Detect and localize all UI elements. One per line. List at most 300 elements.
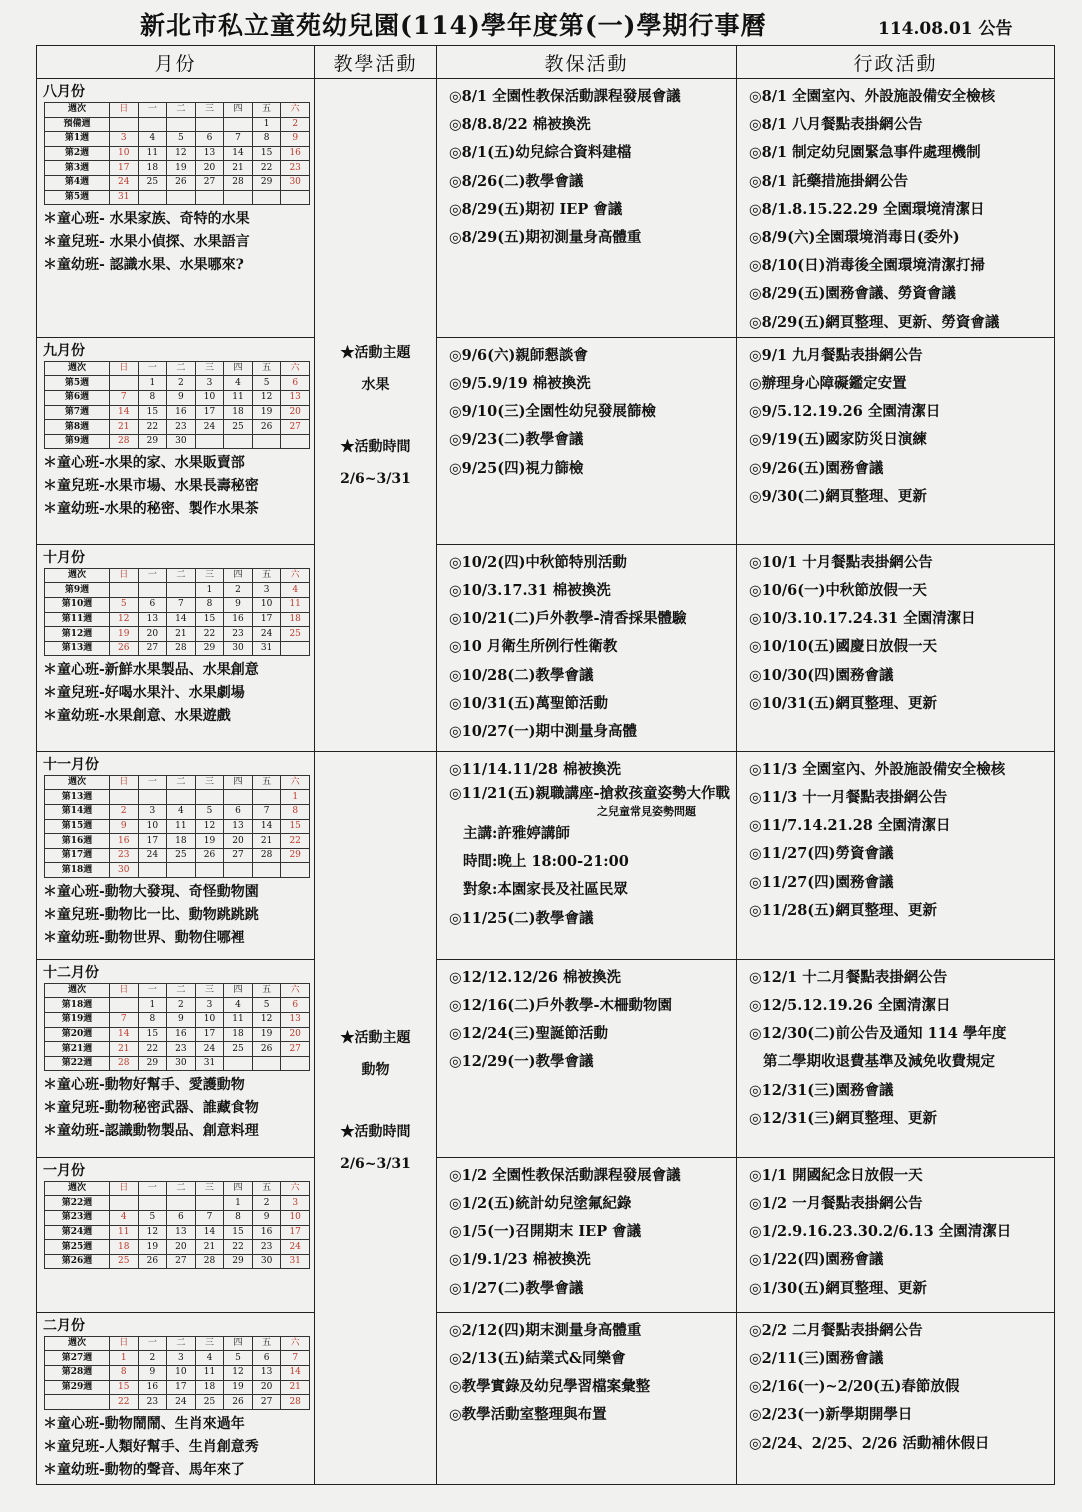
class-notes bbox=[43, 452, 308, 521]
day-cell: 14 bbox=[195, 1225, 224, 1240]
weekday-header: 三 bbox=[195, 568, 224, 583]
weekday-header: 六 bbox=[281, 1181, 310, 1196]
class-note: ＊童兒班-人類好幫手、生肖創意秀 bbox=[43, 1438, 259, 1455]
weekday-header: 一 bbox=[138, 983, 167, 998]
day-cell bbox=[281, 434, 310, 449]
mini-calendar bbox=[43, 102, 308, 205]
week-label: 第24週 bbox=[45, 1225, 110, 1240]
day-cell: 20 bbox=[195, 161, 224, 176]
week-label: 第1週 bbox=[45, 132, 110, 147]
day-cell: 26 bbox=[167, 175, 196, 190]
day-cell: 17 bbox=[281, 1225, 310, 1240]
day-cell: 13 bbox=[167, 1225, 196, 1240]
day-cell bbox=[167, 863, 196, 878]
day-cell: 25 bbox=[224, 1042, 253, 1057]
week-label: 第18週 bbox=[45, 998, 110, 1013]
edu-cell bbox=[437, 751, 737, 959]
day-cell: 6 bbox=[281, 998, 310, 1013]
week-label: 第13週 bbox=[45, 790, 110, 805]
admin-item: ◎11/27(四)勞資會議 bbox=[749, 845, 894, 863]
edu-item: ◎教學活動室整理與布置 bbox=[449, 1406, 607, 1424]
col-header-edu: 教保活動 bbox=[437, 46, 737, 79]
day-cell: 6 bbox=[252, 1351, 281, 1366]
week-label: 第28週 bbox=[45, 1366, 110, 1381]
month-row-dec bbox=[37, 959, 1055, 1157]
class-note: ＊童幼班-動物世界、動物住哪裡 bbox=[43, 929, 245, 946]
day-cell: 1 bbox=[110, 1351, 139, 1366]
day-cell: 7 bbox=[281, 1351, 310, 1366]
admin-item: ◎11/3 全園室內、外設施設備安全檢核 bbox=[749, 760, 1006, 778]
calendar-week-row bbox=[45, 641, 310, 656]
weekday-header: 四 bbox=[224, 983, 253, 998]
admin-item: ◎8/9(六)全園環境消毒日(委外) bbox=[749, 229, 960, 247]
edu-item-detail: 主講:許雅婷講師 bbox=[463, 825, 570, 843]
day-cell: 9 bbox=[167, 1013, 196, 1028]
day-cell: 28 bbox=[281, 1395, 310, 1410]
day-cell bbox=[110, 998, 139, 1013]
month-calendar-grid bbox=[44, 775, 310, 878]
mini-calendar bbox=[43, 361, 308, 450]
calendar-week-row bbox=[45, 834, 310, 849]
class-notes bbox=[43, 208, 308, 277]
month-name: 九月份 bbox=[43, 342, 85, 359]
day-cell: 29 bbox=[281, 848, 310, 863]
class-note: ＊童兒班-動物秘密武器、誰藏食物 bbox=[43, 1100, 259, 1117]
page-title: 新北市私立童苑幼兒園(114)學年度第(一)學期行事曆 bbox=[140, 11, 767, 40]
day-cell: 18 bbox=[281, 612, 310, 627]
month-name: 十二月份 bbox=[43, 964, 99, 981]
day-cell: 28 bbox=[195, 1254, 224, 1269]
day-cell: 23 bbox=[281, 161, 310, 176]
weekday-header: 一 bbox=[138, 1181, 167, 1196]
edu-item: ◎10/27(一)期中測量身高體 bbox=[449, 723, 638, 741]
edu-item: ◎11/21(五)親職講座-搶救孩童姿勢大作戰 bbox=[449, 785, 731, 803]
day-cell: 28 bbox=[110, 434, 139, 449]
day-cell bbox=[110, 583, 139, 598]
day-cell: 2 bbox=[252, 1196, 281, 1211]
edu-item: ◎8/8.8/22 棉被換洗 bbox=[449, 116, 591, 134]
day-cell: 2 bbox=[281, 117, 310, 132]
day-cell: 18 bbox=[224, 405, 253, 420]
month-row-nov bbox=[37, 751, 1055, 959]
week-label: 第22週 bbox=[45, 1196, 110, 1211]
day-cell: 21 bbox=[167, 627, 196, 642]
edu-item: ◎教學實錄及幼兒學習檔案彙整 bbox=[449, 1378, 651, 1396]
day-cell: 1 bbox=[138, 998, 167, 1013]
day-cell bbox=[281, 863, 310, 878]
month-cell bbox=[37, 959, 315, 1157]
class-notes bbox=[43, 1413, 308, 1482]
day-cell bbox=[195, 790, 224, 805]
admin-item: ◎8/1.8.15.22.29 全園環境清潔日 bbox=[749, 200, 985, 218]
day-cell: 12 bbox=[138, 1225, 167, 1240]
day-cell: 29 bbox=[224, 1254, 253, 1269]
weekday-header: 六 bbox=[281, 983, 310, 998]
day-cell: 16 bbox=[110, 834, 139, 849]
day-cell: 19 bbox=[110, 627, 139, 642]
day-cell bbox=[224, 863, 253, 878]
day-cell: 11 bbox=[195, 1366, 224, 1381]
edu-cell bbox=[437, 544, 737, 751]
day-cell bbox=[110, 790, 139, 805]
day-cell: 3 bbox=[167, 1351, 196, 1366]
day-cell bbox=[224, 790, 253, 805]
week-label: 第10週 bbox=[45, 598, 110, 613]
calendar-week-row bbox=[45, 376, 310, 391]
admin-item: ◎12/1 十二月餐點表掛網公告 bbox=[749, 968, 948, 986]
class-note: ＊童心班-水果的家、水果販賣部 bbox=[43, 455, 245, 472]
edu-item: ◎2/12(四)期末測量身高體重 bbox=[449, 1321, 642, 1339]
edu-item: ◎2/13(五)結業式&同樂會 bbox=[449, 1350, 626, 1368]
week-label: 第12週 bbox=[45, 627, 110, 642]
day-cell bbox=[195, 434, 224, 449]
admin-item: ◎11/7.14.21.28 全園清潔日 bbox=[749, 817, 951, 835]
day-cell: 15 bbox=[195, 612, 224, 627]
day-cell: 1 bbox=[224, 1196, 253, 1211]
month-cell bbox=[37, 1312, 315, 1484]
day-cell: 21 bbox=[195, 1240, 224, 1255]
weekday-header: 六 bbox=[281, 103, 310, 118]
day-cell: 27 bbox=[252, 1395, 281, 1410]
day-cell: 29 bbox=[195, 641, 224, 656]
admin-item: ◎9/1 九月餐點表掛網公告 bbox=[749, 346, 923, 364]
edu-item: ◎1/5(一)召開期末 IEP 會議 bbox=[449, 1223, 642, 1241]
day-cell: 14 bbox=[167, 612, 196, 627]
day-cell: 27 bbox=[195, 175, 224, 190]
day-cell: 15 bbox=[110, 1380, 139, 1395]
weekday-header: 四 bbox=[224, 1181, 253, 1196]
day-cell: 7 bbox=[167, 598, 196, 613]
week-label: 第14週 bbox=[45, 805, 110, 820]
week-label: 第2週 bbox=[45, 146, 110, 161]
weekday-header: 日 bbox=[110, 1336, 139, 1351]
calendar-week-row bbox=[45, 132, 310, 147]
day-cell bbox=[167, 1196, 196, 1211]
weekday-header: 三 bbox=[195, 361, 224, 376]
announcement-date: 114.08.01 公告 bbox=[878, 19, 1013, 39]
calendar-week-row bbox=[45, 805, 310, 820]
calendar-week-row bbox=[45, 1196, 310, 1211]
admin-item: ◎8/29(五)網頁整理、更新、勞資會議 bbox=[749, 313, 1000, 331]
day-cell: 9 bbox=[224, 598, 253, 613]
month-calendar-grid bbox=[44, 1336, 310, 1410]
day-cell: 19 bbox=[138, 1240, 167, 1255]
weekday-header: 日 bbox=[110, 775, 139, 790]
day-cell: 29 bbox=[138, 1056, 167, 1071]
day-cell: 11 bbox=[224, 1013, 253, 1028]
day-cell: 11 bbox=[224, 391, 253, 406]
admin-item: ◎2/11(三)園務會議 bbox=[749, 1350, 884, 1368]
day-cell: 12 bbox=[110, 612, 139, 627]
weekday-header: 五 bbox=[252, 775, 281, 790]
day-cell: 19 bbox=[195, 834, 224, 849]
day-cell: 25 bbox=[110, 1254, 139, 1269]
day-cell bbox=[224, 190, 253, 205]
day-cell: 19 bbox=[167, 161, 196, 176]
day-cell: 9 bbox=[167, 391, 196, 406]
class-notes bbox=[43, 881, 308, 950]
week-header: 週次 bbox=[45, 361, 110, 376]
admin-item: ◎10/10(五)國慶日放假一天 bbox=[749, 638, 938, 656]
day-cell: 10 bbox=[195, 1013, 224, 1028]
admin-item: ◎11/3 十一月餐點表掛網公告 bbox=[749, 789, 948, 807]
day-cell: 23 bbox=[167, 1042, 196, 1057]
week-label: 第23週 bbox=[45, 1211, 110, 1226]
day-cell: 18 bbox=[110, 1240, 139, 1255]
time-label: ★活動時間 bbox=[340, 439, 411, 455]
admin-item: ◎2/16(一)~2/20(五)春節放假 bbox=[749, 1378, 960, 1396]
weekday-header: 五 bbox=[252, 361, 281, 376]
week-label: 第11週 bbox=[45, 612, 110, 627]
class-note: ＊童心班- 水果家族、奇特的水果 bbox=[43, 211, 250, 228]
day-cell: 30 bbox=[167, 1056, 196, 1071]
edu-item: ◎11/25(二)教學會議 bbox=[449, 909, 594, 927]
mini-calendar bbox=[43, 983, 308, 1072]
edu-item: ◎12/24(三)聖誕節活動 bbox=[449, 1025, 609, 1043]
day-cell: 7 bbox=[224, 132, 253, 147]
month-row-aug bbox=[37, 79, 1055, 338]
calendar-week-row bbox=[45, 1211, 310, 1226]
admin-item: ◎12/30(二)前公告及通知 114 學年度 bbox=[749, 1025, 1007, 1043]
day-cell: 2 bbox=[167, 376, 196, 391]
edu-cell bbox=[437, 1312, 737, 1484]
month-cell bbox=[37, 1157, 315, 1312]
month-row-sep bbox=[37, 337, 1055, 544]
day-cell: 12 bbox=[252, 1013, 281, 1028]
edu-cell bbox=[437, 959, 737, 1157]
calendar-week-row bbox=[45, 848, 310, 863]
day-cell: 17 bbox=[195, 405, 224, 420]
day-cell: 18 bbox=[167, 834, 196, 849]
weekday-header: 四 bbox=[224, 103, 253, 118]
day-cell: 25 bbox=[195, 1395, 224, 1410]
admin-cell bbox=[737, 79, 1055, 338]
day-cell: 8 bbox=[138, 1013, 167, 1028]
day-cell: 14 bbox=[110, 405, 139, 420]
admin-item: ◎9/26(五)園務會議 bbox=[749, 459, 884, 477]
calendar-week-row bbox=[45, 420, 310, 435]
edu-item: ◎10/3.17.31 棉被換洗 bbox=[449, 582, 611, 600]
week-label: 第16週 bbox=[45, 834, 110, 849]
week-label: 第4週 bbox=[45, 175, 110, 190]
day-cell: 22 bbox=[110, 1395, 139, 1410]
weekday-header: 六 bbox=[281, 1336, 310, 1351]
admin-cell bbox=[737, 337, 1055, 544]
day-cell: 24 bbox=[195, 1042, 224, 1057]
edu-item: ◎10/31(五)萬聖節活動 bbox=[449, 694, 609, 712]
day-cell bbox=[224, 434, 253, 449]
class-note: ＊童心班-動物鬧鬧、生肖來過年 bbox=[43, 1415, 245, 1432]
day-cell: 22 bbox=[224, 1240, 253, 1255]
admin-item: ◎1/1 開國紀念日放假一天 bbox=[749, 1166, 923, 1184]
theme-value: 動物 bbox=[361, 1061, 390, 1078]
day-cell: 5 bbox=[224, 1351, 253, 1366]
day-cell: 26 bbox=[138, 1254, 167, 1269]
class-note: ＊童兒班-好喝水果汁、水果劇場 bbox=[43, 685, 245, 702]
admin-item: ◎1/30(五)網頁整理、更新 bbox=[749, 1279, 927, 1297]
week-label: 第6週 bbox=[45, 391, 110, 406]
calendar-week-row bbox=[45, 627, 310, 642]
day-cell bbox=[252, 434, 281, 449]
day-cell bbox=[195, 117, 224, 132]
edu-cell bbox=[437, 1157, 737, 1312]
calendar-week-row bbox=[45, 146, 310, 161]
day-cell: 18 bbox=[138, 161, 167, 176]
admin-item: ◎11/28(五)網頁整理、更新 bbox=[749, 901, 938, 919]
calendar-week-row bbox=[45, 598, 310, 613]
day-cell: 31 bbox=[252, 641, 281, 656]
day-cell: 3 bbox=[110, 132, 139, 147]
day-cell bbox=[252, 190, 281, 205]
day-cell: 17 bbox=[110, 161, 139, 176]
day-cell: 10 bbox=[281, 1211, 310, 1226]
weekday-header: 日 bbox=[110, 568, 139, 583]
time-value: 2/6~3/31 bbox=[340, 1155, 411, 1172]
day-cell: 2 bbox=[224, 583, 253, 598]
day-cell: 15 bbox=[138, 1027, 167, 1042]
day-cell: 13 bbox=[224, 819, 253, 834]
day-cell bbox=[167, 190, 196, 205]
day-cell: 23 bbox=[224, 627, 253, 642]
month-calendar-grid bbox=[44, 361, 310, 450]
month-row-jan bbox=[37, 1157, 1055, 1312]
day-cell: 19 bbox=[252, 405, 281, 420]
day-cell bbox=[252, 1056, 281, 1071]
day-cell bbox=[281, 641, 310, 656]
day-cell: 27 bbox=[167, 1254, 196, 1269]
admin-item: ◎1/2 一月餐點表掛網公告 bbox=[749, 1195, 923, 1213]
day-cell: 12 bbox=[195, 819, 224, 834]
weekday-header: 四 bbox=[224, 361, 253, 376]
day-cell: 26 bbox=[224, 1395, 253, 1410]
day-cell: 10 bbox=[110, 146, 139, 161]
weekday-header: 六 bbox=[281, 775, 310, 790]
day-cell: 8 bbox=[138, 391, 167, 406]
day-cell: 6 bbox=[281, 376, 310, 391]
admin-item: ◎10/31(五)網頁整理、更新 bbox=[749, 694, 938, 712]
day-cell bbox=[252, 863, 281, 878]
day-cell: 16 bbox=[252, 1225, 281, 1240]
day-cell: 27 bbox=[138, 641, 167, 656]
edu-cell bbox=[437, 337, 737, 544]
day-cell: 6 bbox=[138, 598, 167, 613]
day-cell: 4 bbox=[224, 998, 253, 1013]
day-cell: 9 bbox=[252, 1211, 281, 1226]
edu-item: ◎1/2 全園性教保活動課程發展會議 bbox=[449, 1166, 681, 1184]
day-cell: 17 bbox=[252, 612, 281, 627]
week-label: 第20週 bbox=[45, 1027, 110, 1042]
edu-item: ◎10/28(二)教學會議 bbox=[449, 666, 594, 684]
teaching-activity-cell-1 bbox=[315, 79, 437, 752]
mini-calendar bbox=[43, 568, 308, 657]
weekday-header: 六 bbox=[281, 361, 310, 376]
mini-calendar bbox=[43, 775, 308, 878]
month-name: 一月份 bbox=[43, 1162, 85, 1179]
admin-cell bbox=[737, 1157, 1055, 1312]
admin-item: ◎1/22(四)園務會議 bbox=[749, 1251, 884, 1269]
day-cell: 9 bbox=[281, 132, 310, 147]
class-note: ＊童幼班-水果的秘密、製作水果茶 bbox=[43, 501, 259, 518]
calendar-week-row bbox=[45, 1366, 310, 1381]
calendar-week-row bbox=[45, 1395, 310, 1410]
week-header: 週次 bbox=[45, 983, 110, 998]
week-label: 第18週 bbox=[45, 863, 110, 878]
day-cell bbox=[110, 376, 139, 391]
day-cell: 21 bbox=[110, 1042, 139, 1057]
day-cell: 1 bbox=[252, 117, 281, 132]
day-cell: 24 bbox=[167, 1395, 196, 1410]
edu-item: ◎9/6(六)親師懇談會 bbox=[449, 346, 588, 364]
day-cell: 4 bbox=[195, 1351, 224, 1366]
mini-calendar bbox=[43, 1181, 308, 1270]
day-cell: 4 bbox=[224, 376, 253, 391]
weekday-header: 日 bbox=[110, 361, 139, 376]
day-cell: 14 bbox=[224, 146, 253, 161]
class-note: ＊童幼班-動物的聲音、馬年來了 bbox=[43, 1461, 245, 1478]
week-label: 第13週 bbox=[45, 641, 110, 656]
class-note: ＊童幼班-認識動物製品、創意料理 bbox=[43, 1123, 259, 1140]
day-cell: 23 bbox=[110, 848, 139, 863]
day-cell: 29 bbox=[252, 175, 281, 190]
calendar-week-row bbox=[45, 790, 310, 805]
day-cell bbox=[167, 790, 196, 805]
calendar-week-row bbox=[45, 863, 310, 878]
class-note: ＊童心班-動物好幫手、愛護動物 bbox=[43, 1077, 245, 1094]
day-cell: 1 bbox=[195, 583, 224, 598]
day-cell: 20 bbox=[281, 405, 310, 420]
calendar-week-row bbox=[45, 175, 310, 190]
day-cell bbox=[138, 1196, 167, 1211]
edu-item-continued: 之兒童常見姿勢問題 bbox=[597, 805, 696, 819]
admin-cell bbox=[737, 959, 1055, 1157]
calendar-week-row bbox=[45, 117, 310, 132]
month-name: 十月份 bbox=[43, 549, 85, 566]
admin-item: ◎9/30(二)網頁整理、更新 bbox=[749, 487, 927, 505]
day-cell: 13 bbox=[138, 612, 167, 627]
edu-item: ◎9/23(二)教學會議 bbox=[449, 431, 584, 449]
admin-item: ◎10/1 十月餐點表掛網公告 bbox=[749, 553, 933, 571]
weekday-header: 三 bbox=[195, 103, 224, 118]
day-cell: 30 bbox=[224, 641, 253, 656]
weekday-header: 二 bbox=[167, 103, 196, 118]
week-label: 第19週 bbox=[45, 1013, 110, 1028]
calendar-week-row bbox=[45, 405, 310, 420]
day-cell: 4 bbox=[281, 583, 310, 598]
day-cell: 5 bbox=[195, 805, 224, 820]
weekday-header: 一 bbox=[138, 103, 167, 118]
day-cell: 28 bbox=[224, 175, 253, 190]
week-header: 週次 bbox=[45, 1181, 110, 1196]
mini-calendar bbox=[43, 1336, 308, 1410]
schedule-table bbox=[36, 45, 1055, 1485]
weekday-header: 四 bbox=[224, 1336, 253, 1351]
month-calendar-grid bbox=[44, 568, 310, 657]
day-cell: 20 bbox=[281, 1027, 310, 1042]
day-cell: 11 bbox=[167, 819, 196, 834]
week-label: 第25週 bbox=[45, 1240, 110, 1255]
day-cell: 10 bbox=[138, 819, 167, 834]
week-header: 週次 bbox=[45, 568, 110, 583]
calendar-week-row bbox=[45, 1351, 310, 1366]
day-cell: 17 bbox=[167, 1380, 196, 1395]
day-cell: 26 bbox=[252, 420, 281, 435]
day-cell: 6 bbox=[195, 132, 224, 147]
day-cell: 2 bbox=[138, 1351, 167, 1366]
day-cell: 22 bbox=[195, 627, 224, 642]
edu-cell bbox=[437, 79, 737, 338]
month-name: 八月份 bbox=[43, 84, 85, 100]
day-cell: 22 bbox=[252, 161, 281, 176]
